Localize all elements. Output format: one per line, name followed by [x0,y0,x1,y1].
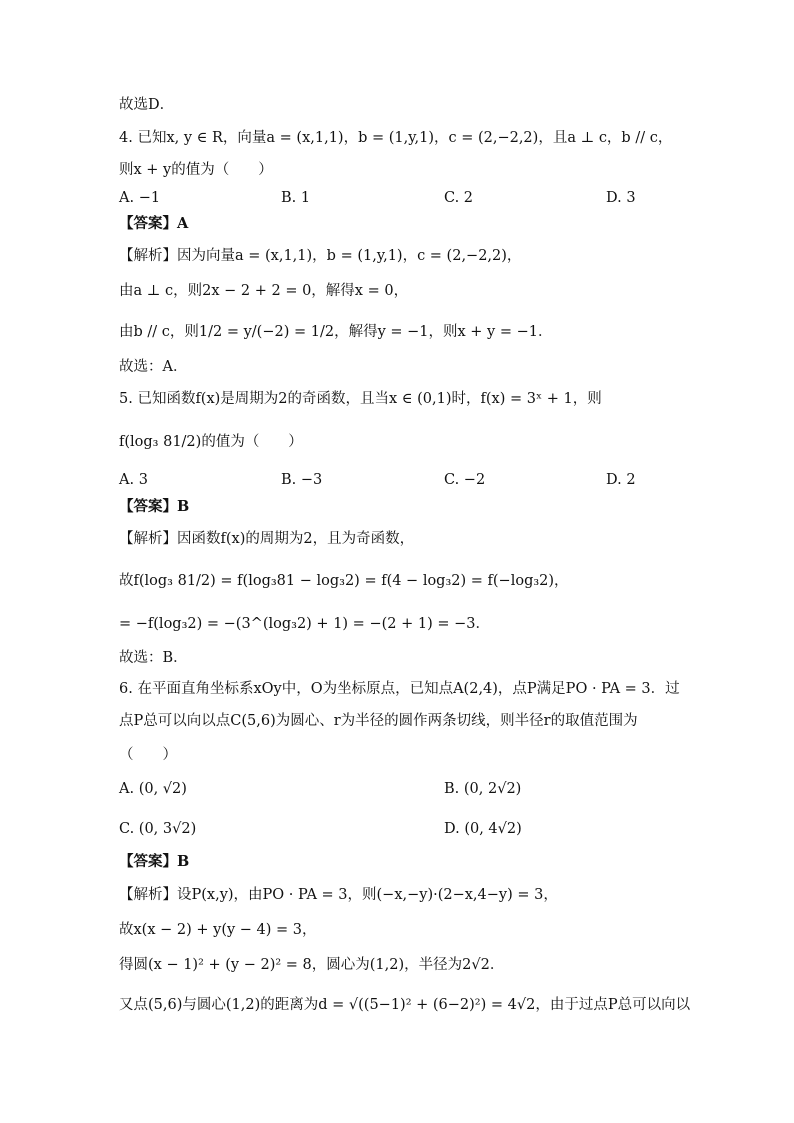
q4-option-d: D. 3 [606,190,636,206]
question-4-prompt: 则x + y的值为（ ） [119,162,273,178]
question-6-prompt: （ ） [119,747,177,763]
q4-analysis-3: 由b // c，则1/2 = y/(−2) = 1/2，解得y = −1，则x + y = −1． [119,324,553,340]
q5-conclusion: 故选：B． [119,650,188,666]
q6-analysis-3: 得圆(x − 1)² + (y − 2)² = 8，圆心为(1,2)，半径为2√2． [119,957,505,973]
question-6-stem-2: 点P总可以向以点C(5,6)为圆心、r为半径的圆作两条切线，则半径r的取值范围为 [119,713,638,729]
q5-option-b: B. −3 [281,472,323,488]
q6-option-c: C. (0, 3√2) [119,821,197,837]
q4-option-b: B. 1 [281,190,311,206]
q6-analysis-1: 【解析】设P(x,y)，由PO · PA = 3，则(−x,−y)·(2−x,4−y) = 3， [119,887,558,903]
q5-analysis-2: 故f(log₃ 81/2) = f(log₃81 − log₃2) = f(4 − log₃2) = f(−log₃2)， [119,573,569,589]
q5-answer: 【答案】B [119,498,190,515]
q5-analysis-1: 【解析】因函数f(x)的周期为2，且为奇函数， [119,531,415,547]
q4-analysis-2: 由a ⊥ c，则2x − 2 + 2 = 0，解得x = 0， [119,283,409,299]
q6-analysis-2: 故x(x − 2) + y(y − 4) = 3， [119,922,317,938]
text-line-1: 故选D． [119,97,175,113]
q6-option-b: B. (0, 2√2) [444,781,522,797]
question-6-stem: 6. 在平面直角坐标系xOy中，O为坐标原点，已知点A(2,4)，点P满足PO · PA = 3．过 [119,681,680,697]
q5-option-a: A. 3 [119,472,148,488]
q4-conclusion: 故选：A． [119,359,188,375]
question-5-stem: 5. 已知函数f(x)是周期为2的奇函数，且当x ∈ (0,1)时，f(x) = 3ˣ + 1，则 [119,391,602,407]
q4-answer: 【答案】A [119,215,189,232]
q4-analysis-1: 【解析】因为向量a = (x,1,1)，b = (1,y,1)，c = (2,−2,2)， [119,248,522,264]
question-5-prompt: f(log₃ 81/2)的值为（ ） [119,434,303,450]
q6-option-a: A. (0, √2) [119,781,187,797]
q5-option-c: C. −2 [444,472,486,488]
q6-answer: 【答案】B [119,853,190,870]
q5-option-d: D. 2 [606,472,636,488]
q4-option-c: C. 2 [444,190,474,206]
q6-analysis-4: 又点(5,6)与圆心(1,2)的距离为d = √((5−1)² + (6−2)²) = 4√2，由于过点P总可以向以 [119,997,691,1013]
q5-analysis-3: = −f(log₃2) = −(3^(log₃2) + 1) = −(2 + 1) = −3． [119,616,490,632]
q4-option-a: A. −1 [119,190,161,206]
q6-option-d: D. (0, 4√2) [444,821,522,837]
question-4-stem: 4. 已知x, y ∈ R，向量a = (x,1,1)，b = (1,y,1)，c = (2,−2,2)，且a ⊥ c，b // c， [119,130,673,146]
